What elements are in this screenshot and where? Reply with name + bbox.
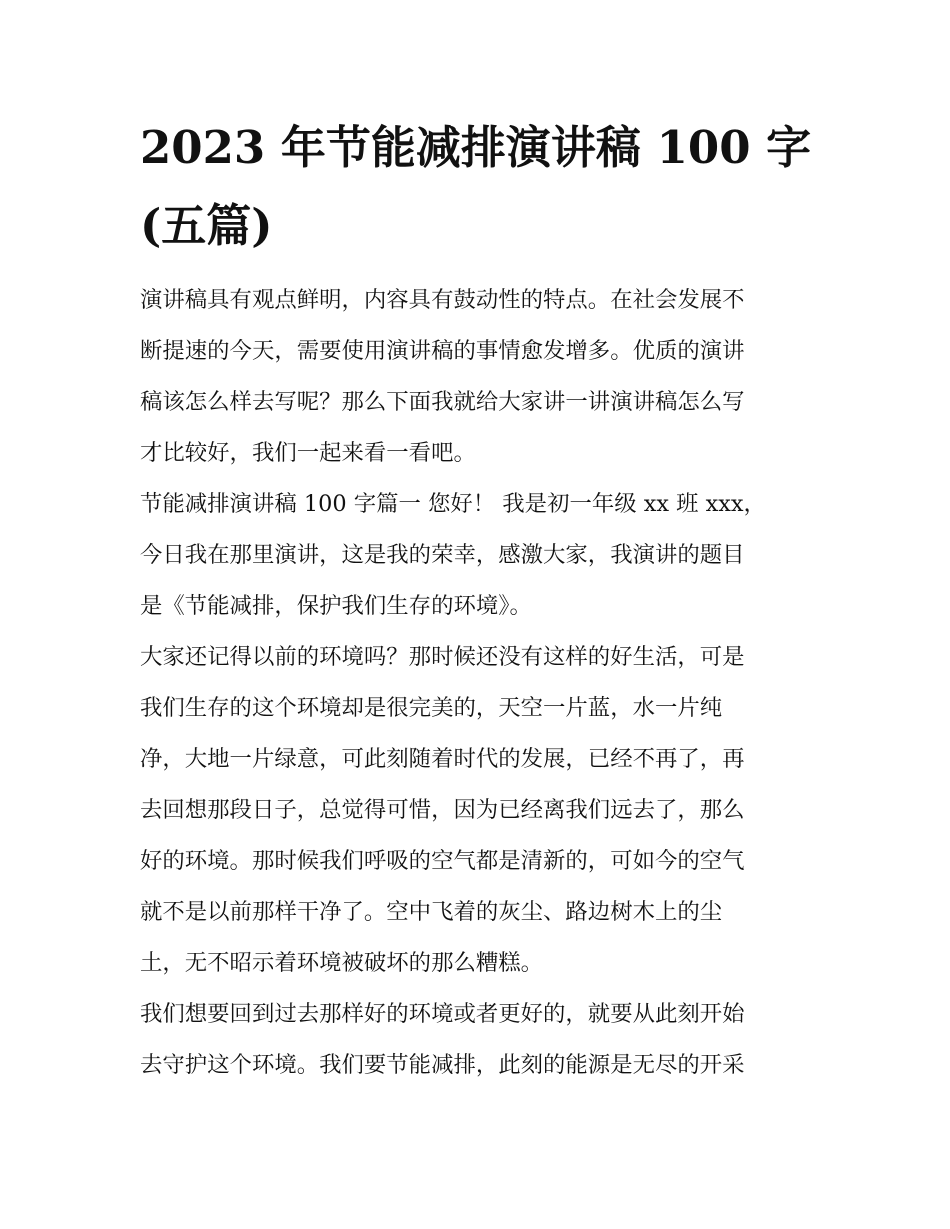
body-line-8: 大家还记得以前的环境吗？那时候还没有这样的好生活，可是: [140, 644, 745, 670]
body-line-9: 我们生存的这个环境却是很完美的，天空一片蓝，水一片纯: [140, 695, 723, 721]
body-line-2: 断提速的今天，需要使用演讲稿的事情愈发增多。优质的演讲: [140, 338, 745, 364]
body-line-16: 去守护这个环境。我们要节能减排，此刻的能源是无尽的开采: [140, 1052, 745, 1078]
body-line-6: 今日我在那里演讲，这是我的荣幸，感激大家，我演讲的题目: [140, 542, 745, 568]
document-title-line-1: 2023 年节能减排演讲稿 100 字: [140, 121, 812, 174]
body-line-1: 演讲稿具有观点鲜明，内容具有鼓动性的特点。在社会发展不: [140, 287, 745, 313]
body-line-13: 就不是以前那样干净了。空中飞着的灰尘、路边树木上的尘: [140, 899, 723, 925]
document-title-line-2: (五篇): [140, 199, 273, 252]
body-line-5: 节能减排演讲稿 100 字篇一 您好！ 我是初一年级 xx 班 xxx，: [140, 491, 766, 517]
body-line-4: 才比较好，我们一起来看一看吧。: [140, 440, 476, 466]
body-line-12: 好的环境。那时候我们呼吸的空气都是清新的，可如今的空气: [140, 848, 745, 874]
body-line-3: 稿该怎么样去写呢？那么下面我就给大家讲一讲演讲稿怎么写: [140, 389, 745, 415]
body-line-10: 净，大地一片绿意，可此刻随着时代的发展，已经不再了，再: [140, 746, 745, 772]
body-line-15: 我们想要回到过去那样好的环境或者更好的，就要从此刻开始: [140, 1001, 745, 1027]
body-line-11: 去回想那段日子，总觉得可惜，因为已经离我们远去了，那么: [140, 797, 745, 823]
body-line-14: 土，无不昭示着环境被破坏的那么糟糕。: [140, 950, 544, 976]
body-line-7: 是《节能减排，保护我们生存的环境》。: [140, 593, 532, 619]
